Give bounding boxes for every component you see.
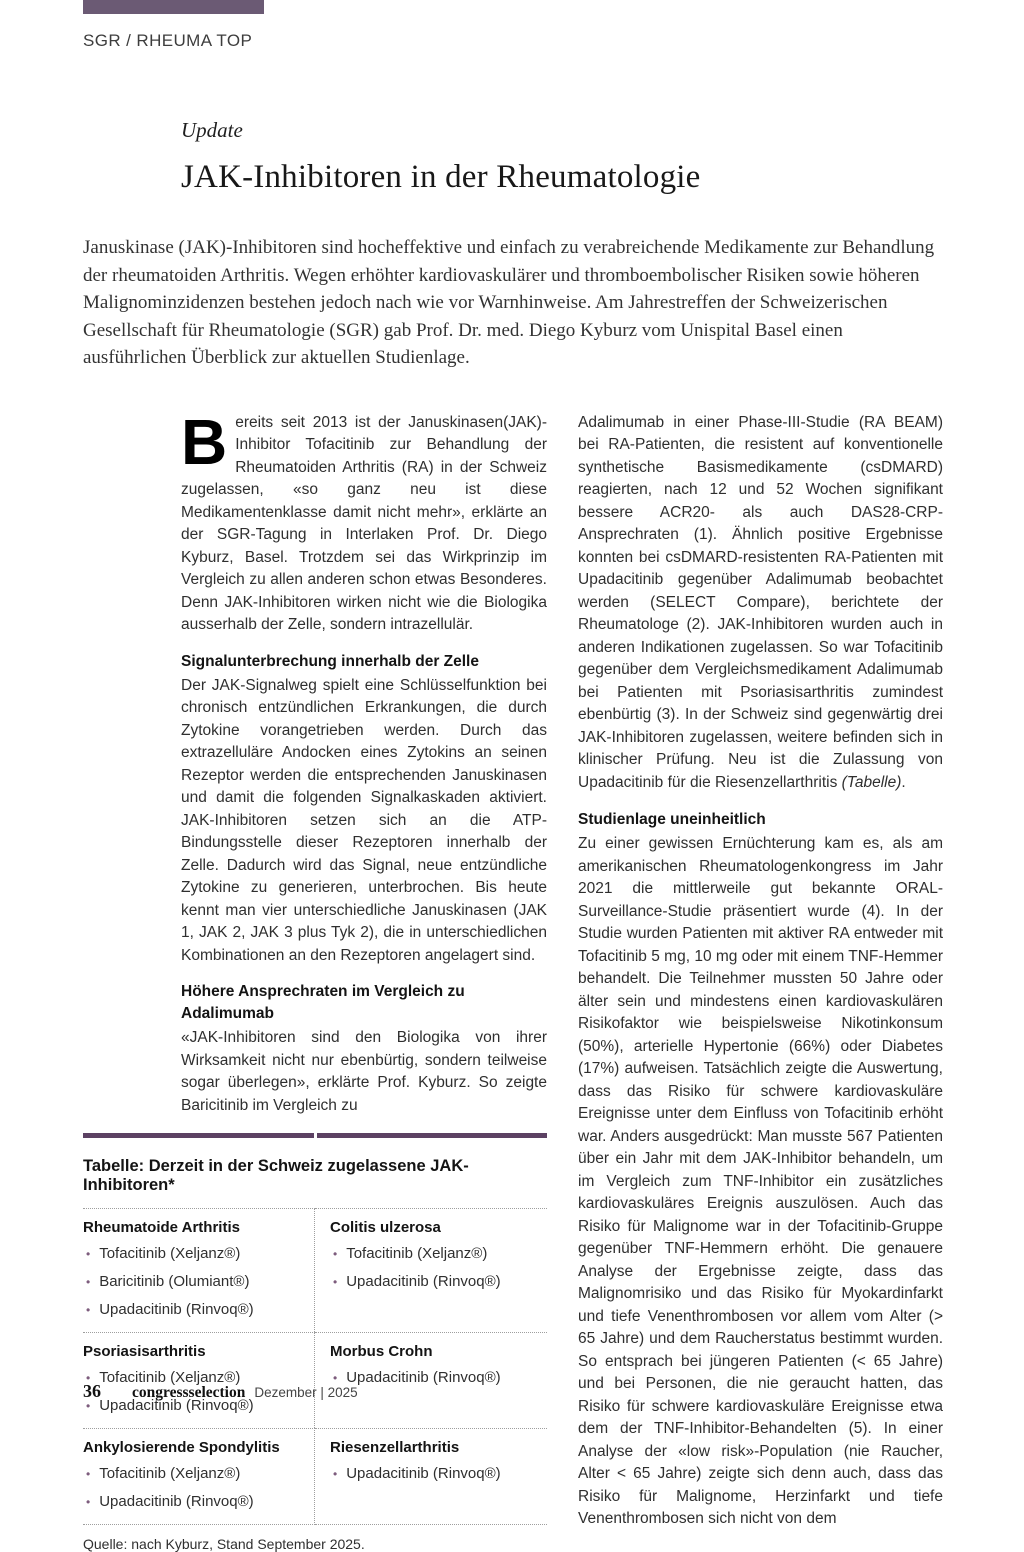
- table-item-text: Upadacitinib (Rinvoq®): [99, 1396, 253, 1416]
- table-title: Tabelle: Derzeit in der Schweiz zugelassene JAK-Inhibitoren*: [83, 1157, 547, 1195]
- bullet-icon: •: [86, 1368, 90, 1388]
- table-cell-morbus-crohn: [315, 1332, 547, 1428]
- table-item-text: Tofacitinib (Xeljanz®): [99, 1244, 240, 1264]
- table-accent-bar-right: [317, 1133, 548, 1138]
- table-item: [330, 1464, 547, 1484]
- bullet-icon: •: [86, 1300, 90, 1320]
- paragraph-italic: (Tabelle): [842, 774, 902, 791]
- section-kicker: SGR / RHEUMA TOP: [83, 31, 252, 51]
- bullet-icon: •: [86, 1396, 90, 1416]
- paragraph: «JAK-Inhibitoren sind den Biologika von ihrer Wirksamkeit nicht nur ebenbürtig, sondern teilweise sogar überlegen», erklärte Prof. Kyburz. So zeigte Baricitinib im Vergleich zu: [181, 1027, 547, 1117]
- table-cell-header: Ankylosierende Spondylitis: [83, 1439, 300, 1456]
- table-item: [83, 1300, 300, 1320]
- page-number: 36: [83, 1381, 101, 1402]
- table-item-text: Upadacitinib (Rinvoq®): [346, 1464, 500, 1484]
- table-cell-header: Morbus Crohn: [330, 1343, 547, 1360]
- left-column-text: [83, 412, 547, 1118]
- paragraph: [181, 412, 547, 637]
- drop-cap: B: [181, 416, 227, 468]
- bullet-icon: •: [86, 1244, 90, 1264]
- page-footer: [83, 1381, 358, 1402]
- table-accent-bar: [83, 1133, 547, 1138]
- issue-date: Dezember | 2025: [254, 1385, 357, 1400]
- paragraph-text: .: [901, 774, 905, 791]
- table-item-text: Baricitinib (Olumiant®): [99, 1272, 249, 1292]
- table-item: [330, 1244, 547, 1264]
- publication-brand: congressselection: [132, 1384, 245, 1402]
- table-cell-header: Riesenzellarthritis: [330, 1439, 547, 1456]
- table-cell-header: Colitis ulzerosa: [330, 1219, 547, 1236]
- table-grid: [83, 1208, 547, 1525]
- table-item: [83, 1492, 300, 1512]
- table-cell-riesenzellarthritis: [315, 1428, 547, 1525]
- table-item-text: Tofacitinib (Xeljanz®): [99, 1368, 240, 1388]
- bullet-icon: •: [86, 1492, 90, 1512]
- bullet-icon: •: [333, 1272, 337, 1292]
- header-accent-bar: [83, 0, 264, 14]
- table-item-list: [330, 1464, 547, 1484]
- bullet-icon: •: [333, 1244, 337, 1264]
- table-cell-header: Rheumatoide Arthritis: [83, 1219, 300, 1236]
- table-item-list: [83, 1464, 300, 1512]
- table-item-list: [330, 1368, 547, 1388]
- bullet-icon: •: [86, 1464, 90, 1484]
- subheading: Signalunterbrechung innerhalb der Zelle: [181, 651, 547, 673]
- table-cell-header: Psoriasisarthritis: [83, 1343, 300, 1360]
- table-item-text: Tofacitinib (Xeljanz®): [99, 1464, 240, 1484]
- subheading: Studienlage uneinheitlich: [578, 809, 943, 831]
- table-item: [83, 1272, 300, 1292]
- paragraph: Zu einer gewissen Ernüchterung kam es, als am amerikanischen Rheumatologenkongress im Jahr 2021 die mittlerweile gut bekannte ORAL-Surveillance-Studie präsentiert wurde (4). In der Studie wurden Patienten mit aktiver RA entweder mit Tofacitinib 5 mg, 10 mg oder mit einem TNF-Hemmer behandelt. Die Teilnehmer mussten 50 Jahre oder älter sein und mindestens einen kardiovaskulären Risikofaktor wie beispielsweise Nikotinkonsum (50%), arterielle Hypertonie (66%) oder Diabetes (17%) aufweisen. Tatsächlich zeigte die Auswertung, dass das Risiko für schwere kardiovaskuläre Ereignisse unter dem Einfluss von Tofacitinib erhöht war. Anders ausgedrückt: Man musste 567 Patienten über ein Jahr mit dem JAK-Inhibitor behandeln, um im Vergleich zum TNF-Inhibitor ein zusätzliches kardiovaskuläres Ereignis auszulösen. Auch das Risiko für Malignome war in der Tofacitinib-Gruppe gegenüber TNF-Hemmern erhöht. Die genauere Analyse der Ergebnisse zeigte, dass das Malignomrisiko und das Risiko für Myokardinfarkt und tiefe Venenthrombosen vor allem vom Alter (> 65 Jahre) und dem Raucherstatus bestimmt wurden. So entsprach bei jüngeren Patienten (< 65 Jahre) und bei Personen, die nie geraucht hatten, das Risiko für schwere kardiovaskuläre Ereignisse etwa dem der TNF-Inhibitor-Behandelten (5). In einer Analyse der «low risk»-Population (nie Raucher, Alter < 65 Jahre) zeigte sich denn auch, dass das Risiko für Malignome, Herzinfarkt und tiefe Venenthrombosen sich nicht von dem: [578, 833, 943, 1531]
- drug-table: [83, 1133, 547, 1552]
- table-item: [330, 1272, 547, 1292]
- table-cell-ankylosierende-spondylitis: [83, 1428, 315, 1525]
- article: [83, 118, 943, 1552]
- article-eyebrow: Update: [181, 118, 943, 143]
- table-item: [83, 1244, 300, 1264]
- table-item-text: Upadacitinib (Rinvoq®): [346, 1272, 500, 1292]
- table-cell-colitis-ulzerosa: [315, 1208, 547, 1332]
- table-item-text: Upadacitinib (Rinvoq®): [99, 1300, 253, 1320]
- table-cell-psoriasisarthritis: [83, 1332, 315, 1428]
- bullet-icon: •: [333, 1464, 337, 1484]
- table-item-text: Upadacitinib (Rinvoq®): [346, 1368, 500, 1388]
- bullet-icon: •: [86, 1272, 90, 1292]
- table-accent-bar-left: [83, 1133, 314, 1138]
- subheading: Höhere Ansprechraten im Vergleich zu Adalimumab: [181, 981, 547, 1025]
- right-column-text: [578, 412, 943, 1531]
- table-item-list: [83, 1244, 300, 1320]
- paragraph: Der JAK-Signalweg spielt eine Schlüsselfunktion bei chronisch entzündlichen Erkrankungen, die durch Zytokine vorangetrieben werden. Durch das extrazelluläre Andocken eines Zytokins an seinen Rezeptor werden die entsprechenden Januskinasen und damit die folgenden Signalkaskaden aktiviert. JAK-Inhibitoren setzen sich an die ATP-Bindungsstelle dieser Rezeptoren innerhalb der Zelle. Dadurch wird das Signal, neue entzündliche Zytokine zu generieren, unterbrochen. Bis heute kennt man vier unterschiedliche Januskinasen (JAK 1, JAK 2, JAK 3 plus Tyk 2), die in unterschiedlichen Kombinationen an den Rezeptoren angelagert sind.: [181, 675, 547, 968]
- table-item: [330, 1368, 547, 1388]
- bullet-icon: •: [333, 1368, 337, 1388]
- paragraph-text: ereits seit 2013 ist der Januskinasen(JAK)-Inhibitor Tofacitinib zur Behandlung der Rheumatoiden Arthritis (RA) in der Schweiz zugelassen, «so ganz neu ist diese Medikamentenklasse damit nicht mehr», erklärte an der SGR-Tagung in Interlaken Prof. Dr. Diego Kyburz, Basel. Trotzdem sei das Wirkprinzip im Vergleich zu allen anderen schon etwas Besonderes. Denn JAK-Inhibitoren wirken nicht wie die Biologika ausserhalb der Zelle, sondern intrazellulär.: [181, 414, 547, 634]
- article-lead: Januskinase (JAK)-Inhibitoren sind hocheffektive und einfach zu verabreichende Medikamente zur Behandlung der rheumatoiden Arthritis. Wegen erhöhter kardiovaskulärer und thromboembolischer Risiken sowie höheren Malignominzidenzen bestehen jedoch nach wie vor Warnhinweise. Am Jahrestreffen der Schweizerischen Gesellschaft für Rheumatologie (SGR) gab Prof. Dr. med. Diego Kyburz vom Unispital Basel einen ausführlichen Überblick zur aktuellen Studienlage.: [83, 234, 943, 372]
- table-item-text: Tofacitinib (Xeljanz®): [346, 1244, 487, 1264]
- table-item: [83, 1464, 300, 1484]
- paragraph-text: Adalimumab in einer Phase-III-Studie (RA BEAM) bei RA-Patienten, die resistent auf konventionelle synthetische Basismedikamente (csDMARD) reagierten, nach 12 und 52 Wochen signifikant bessere ACR20- als auch DAS28-CRP-Ansprechraten (1). Ähnlich positive Ergebnisse konnten bei csDMARD-resistenten RA-Patienten mit Upadacitinib gegenüber Adalimumab beobachtet werden (SELECT Compare), berichtete der Rheumatologe (2). JAK-Inhibitoren wurden auch in anderen Indikationen zugelassen. So war Tofacitinib gegenüber dem Vergleichsmedikament Adalimumab bei Patienten mit Psoriasisarthritis zumindest ebenbürtig (3). In der Schweiz sind gegenwärtig drei JAK-Inhibitoren zugelassen, weitere befinden sich in klinischer Prüfung. Neu ist die Zulassung von Upadacitinib für die Riesenzellarthritis: [578, 414, 943, 791]
- article-title: JAK-Inhibitoren in der Rheumatologie: [181, 159, 943, 196]
- table-item-list: [330, 1244, 547, 1292]
- table-cell-rheumatoide-arthritis: [83, 1208, 315, 1332]
- table-source: Quelle: nach Kyburz, Stand September 2025.: [83, 1536, 547, 1552]
- table-item-text: Upadacitinib (Rinvoq®): [99, 1492, 253, 1512]
- paragraph: [578, 412, 943, 795]
